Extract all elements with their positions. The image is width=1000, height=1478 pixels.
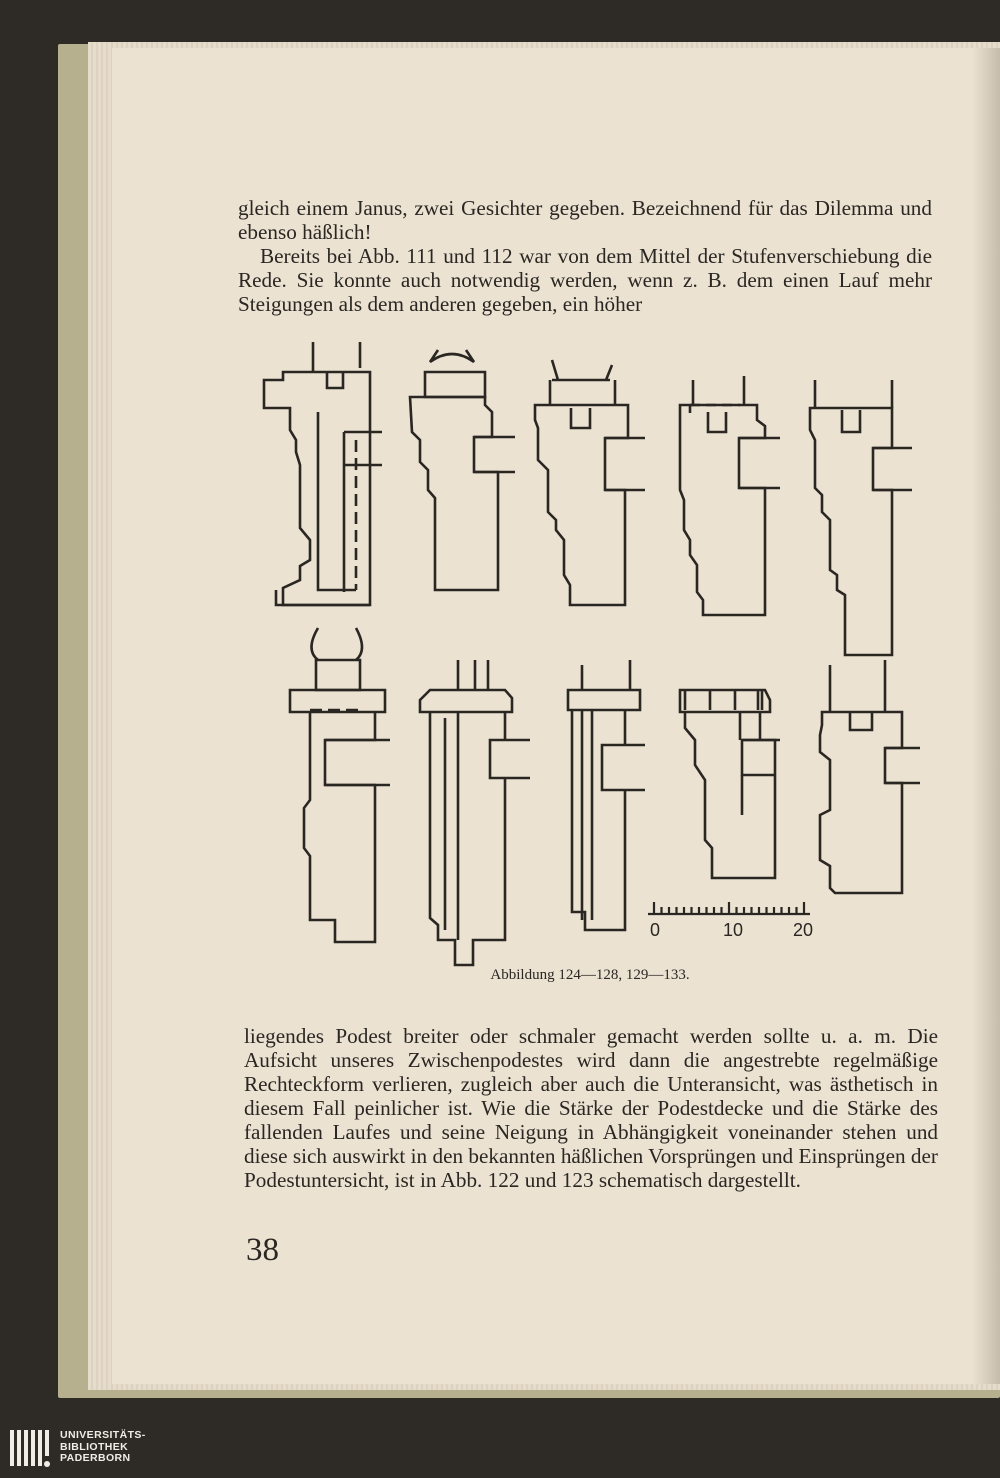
scale-label-10: 10 bbox=[722, 920, 744, 940]
stair-profile-128 bbox=[810, 380, 912, 655]
stair-profile-133 bbox=[820, 660, 920, 893]
scale-bar bbox=[648, 902, 810, 914]
stair-profile-129 bbox=[290, 628, 390, 942]
logo-line: UNIVERSITÄTS- bbox=[60, 1429, 146, 1441]
logo-line: PADERBORN bbox=[60, 1452, 131, 1465]
stair-profile-130 bbox=[420, 660, 530, 965]
paragraph: gleich einem Janus, zwei Gesichter gegeben. Bezeichnend für das Dilemma und ebenso häßlich! bbox=[238, 196, 932, 244]
stair-profile-132 bbox=[680, 690, 780, 878]
page-number: 38 bbox=[246, 1232, 279, 1268]
stair-profile-131 bbox=[568, 660, 645, 930]
library-logo bbox=[10, 1416, 170, 1474]
stair-profile-125 bbox=[410, 350, 515, 590]
stair-profile-127 bbox=[680, 376, 780, 615]
figure-caption: Abbildung 124—128, 129—133. bbox=[490, 967, 690, 983]
paragraph: Bereits bei Abb. 111 und 112 war von dem Mittel der Stufenverschiebung die Rede. Sie konnte auch notwendig werden, wenn z. B. dem einen Lauf mehr Steigungen als dem anderen gegeben, ein höher bbox=[238, 244, 932, 316]
paragraph: liegendes Podest breiter oder schmaler gemacht werden sollte u. a. m. Die Aufsicht unseres Zwischenpodestes wird dann die angestrebte regelmäßige Rechteckform verlieren, zugleich aber auch die Unteransicht, was ästhetisch in diesem Fall peinlicher ist. Wie die Stärke der Podestdecke und die Stärke des fallenden Laufes und seine Neigung in Abhängigkeit voneinander stehen und diese sich auswirkt in den bekannten häßlichen Vorsprüngen und Einsprüngen der Podestuntersicht, ist in Abb. 122 und 123 schematisch dargestellt. bbox=[244, 1024, 938, 1192]
library-logo-icon bbox=[10, 1430, 52, 1476]
stair-profile-124 bbox=[264, 342, 382, 605]
scale-label-0: 0 bbox=[649, 920, 661, 940]
stair-profile-126 bbox=[535, 360, 645, 605]
scale-label-20: 20 bbox=[792, 920, 814, 940]
bottom-text-block bbox=[244, 1024, 938, 1192]
logo-line: BIBLIOTHEK bbox=[60, 1440, 129, 1453]
